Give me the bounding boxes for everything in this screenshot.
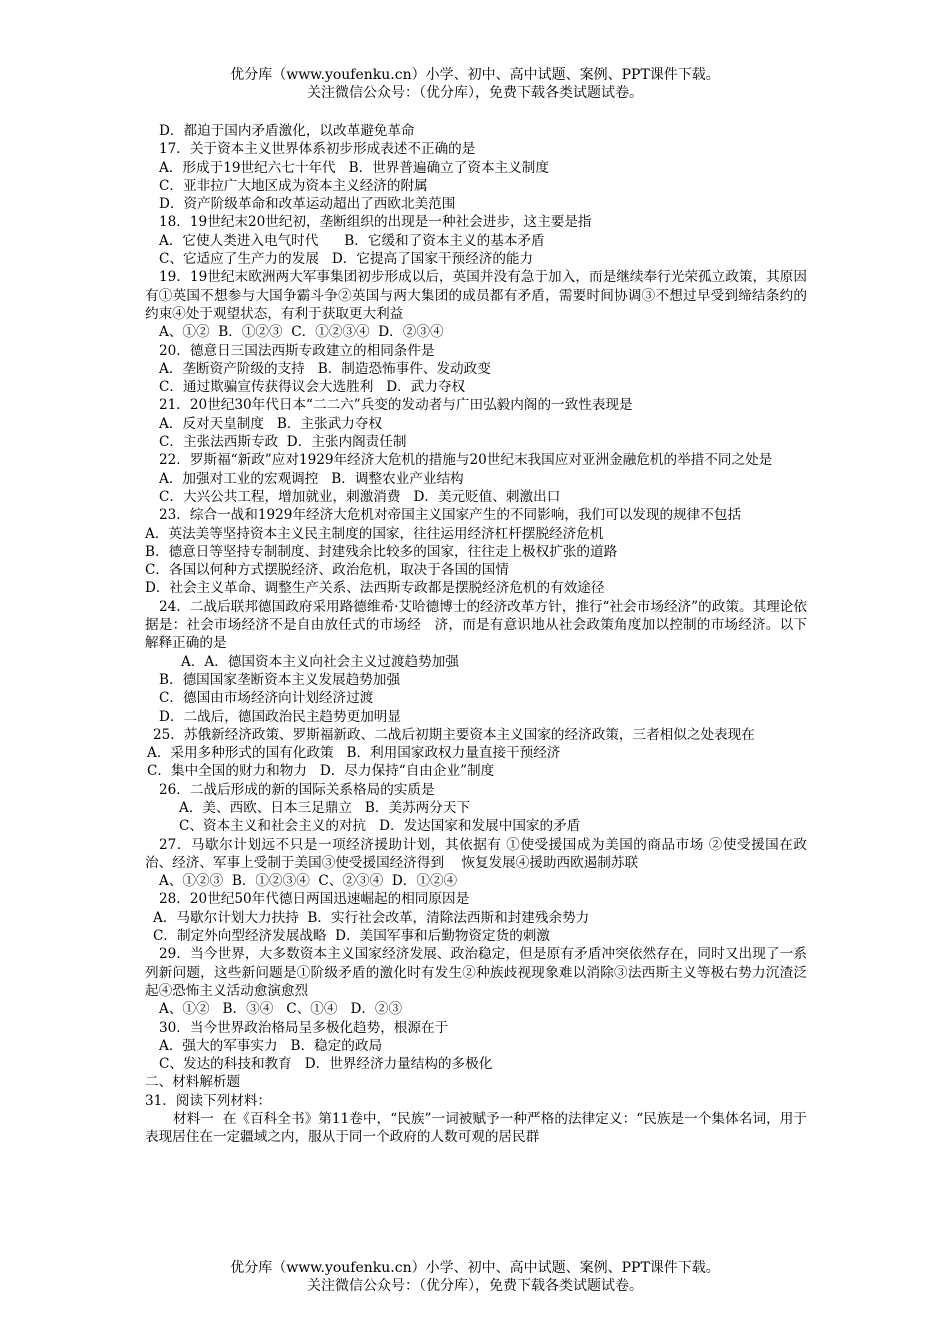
option-line: C．德国由市场经济向计划经济过渡 <box>159 690 374 707</box>
question-26: 26．二战后形成的新的国际关系格局的实质是 <box>159 781 435 798</box>
question-31: 31．阅读下列材料： <box>145 1092 272 1109</box>
question-20: 20．德意日三国法西斯专政建立的相同条件是 <box>159 342 435 359</box>
option-line: C、发达的科技和教育 D．世界经济力量结构的多极化 <box>159 1056 493 1073</box>
option-line: A、①② B．①②③ C．①②③④ D．②③④ <box>159 324 444 341</box>
option-line: C．制定外向型经济发展战略 D．美国军事和后勤物资定货的刺激 <box>153 928 550 945</box>
option-line: A．形成于19世纪六七十年代 B．世界普遍确立了资本主义制度 <box>159 159 549 176</box>
option-line: C．集中全国的财力和物力 D．尽力保持“自由企业”制度 <box>147 763 495 780</box>
option-line: C．大兴公共工程，增加就业，刺激消费 D．美元贬值、刺激出口 <box>159 488 561 505</box>
option-line: A．美、西欧、日本三足鼎立 B．美苏两分天下 <box>179 799 471 816</box>
footer-line-1: 优分库（www.youfenku.cn）小学、初中、高中试题、案例、PPT课件下载。 <box>230 1260 720 1276</box>
question-25: 25．苏俄新经济政策、罗斯福新政、二战后初期主要资本主义国家的经济政策，三者相似之处表现在 <box>153 726 755 743</box>
option-line: C．主张法西斯专政 D．主张内阁责任制 <box>159 434 407 451</box>
section-heading: 二、材料解析题 <box>145 1074 241 1091</box>
option-line: A、①②③ B．①②③④ C、②③④ D．①②④ <box>159 873 458 890</box>
question-24: 24．二战后联邦德国政府采用路德维希·艾哈德博士的经济改革方针，推行“社会市场经济”的政策。其理论依据是：社会市场经济不是自由放任式的市场经 济，而是有意识地从社会政策角度加以控制的市场经济。以下解释正确的是 <box>145 598 807 652</box>
option-line: A．A．德国资本主义向社会主义过渡趋势加强 <box>181 653 459 670</box>
option-line: A．反对天皇制度 B．主张武力夺权 <box>159 415 383 432</box>
question-23: 23．综合一战和1929年经济大危机对帝国主义国家产生的不同影响，我们可以发现的规律不包括 <box>159 507 742 524</box>
question-18: 18．19世纪末20世纪初，垄断组织的出现是一种社会进步，这主要是指 <box>159 214 592 231</box>
option-line: A．加强对工业的宏观调控 B．调整农业产业结构 <box>159 470 464 487</box>
material-paragraph: 材料一 在《百科全书》第11卷中，“民族”一词被赋予一种严格的法律定义：“民族是一个集体名词，用于表现居住在一定疆域之内，服从于同一个政府的人数可观的居民群 <box>145 1111 807 1146</box>
option-line: A．它使人类进入电气时代 B．它缓和了资本主义的基本矛盾 <box>159 232 545 249</box>
question-30: 30．当今世界政治格局呈多极化趋势，根源在于 <box>159 1019 449 1036</box>
question-21: 21．20世纪30年代日本“二二六”兵变的发动者与广田弘毅内阁的一致性表现是 <box>159 397 633 414</box>
option-line: A．马歇尔计划大力扶持 B．实行社会改革，清除法西斯和封建残余势力 <box>153 909 590 926</box>
question-27: 27．马歇尔计划远不只是一项经济援助计划，其依据有 ①使受援国成为美国的商品市场 ②使受援国在政治、经济、军事上受制于美国③使受援国经济得到 恢复发展④援助西欧遏制苏联 <box>145 836 807 871</box>
option-line: C、它适应了生产力的发展 D．它提高了国家干预经济的能力 <box>159 251 534 268</box>
text-line: D．都迫于国内矛盾激化，以改革避免革命 <box>159 123 415 139</box>
option-line: D．资产阶级革命和改革运动超出了西欧北美范围 <box>159 196 456 213</box>
option-line: A、①② B．③④ C、①④ D．②③ <box>159 1001 403 1018</box>
option-line: A．垄断资产阶级的支持 B．制造恐怖事件、发动政变 <box>159 360 491 377</box>
option-line: C．通过欺骗宣传获得议会大选胜利 D．武力夺权 <box>159 379 466 396</box>
header-line-1: 优分库（www.youfenku.cn）小学、初中、高中试题、案例、PPT课件下载。 <box>230 67 720 83</box>
document-body <box>145 122 807 1147</box>
option-line: A．英法美等坚持资本主义民主制度的国家，往往运用经济杠杆摆脱经济危机 <box>145 525 604 542</box>
option-line: C．各国以何种方式摆脱经济、政治危机，取决于各国的国情 <box>145 562 509 579</box>
option-line: D．社会主义革命、调整生产关系、法西斯专政都是摆脱经济危机的有效途径 <box>145 580 605 597</box>
footer-line-2: 关注微信公众号：（优分库），免费下载各类试题试卷。 <box>307 1278 643 1294</box>
option-line: A．强大的军事实力 B．稳定的政局 <box>159 1037 383 1054</box>
option-line: A．采用多种形式的国有化政策 B．利用国家政权力量直接干预经济 <box>147 745 561 762</box>
option-line: D．二战后，德国政治民主趋势更加明显 <box>159 708 401 725</box>
question-22: 22．罗斯福“新政”应对1929年经济大危机的措施与20世纪末我国应对亚洲金融危机的举措不同之处是 <box>159 452 773 469</box>
page-footer <box>0 1259 950 1295</box>
option-line: B．德国国家垄断资本主义发展趋势加强 <box>159 671 401 688</box>
page-header <box>0 66 950 102</box>
header-line-2: 关注微信公众号：（优分库），免费下载各类试题试卷。 <box>307 85 643 101</box>
question-19: 19．19世纪末欧洲两大军事集团初步形成以后，英国并没有急于加入，而是继续奉行光荣孤立政策，其原因有①英国不想参与大国争霸斗争②英国与两大集团的成员都有矛盾，需要时间协调③不想过早受到缔结条约的约束④处于观望状态，有利于获取更大利益 <box>145 269 807 322</box>
option-line: B．德意日等坚持专制制度、封建残余比较多的国家，往往走上极权扩张的道路 <box>145 543 618 560</box>
option-line: C．亚非拉广大地区成为资本主义经济的附属 <box>159 177 428 194</box>
question-29: 29．当今世界，大多数资本主义国家经济发展、政治稳定，但是原有矛盾冲突依然存在，同时又出现了一系列新问题，这些新问题是①阶级矛盾的激化时有发生②种族歧视现象难以消除③法西斯主义等极右势力沉渣泛起④恐怖主义活动愈演愈烈 <box>145 946 807 999</box>
question-28: 28．20世纪50年代德日两国迅速崛起的相同原因是 <box>159 891 470 908</box>
option-line: C、资本主义和社会主义的对抗 D．发达国家和发展中国家的矛盾 <box>179 818 581 835</box>
question-17: 17．关于资本主义世界体系初步形成表述不正确的是 <box>159 141 476 158</box>
